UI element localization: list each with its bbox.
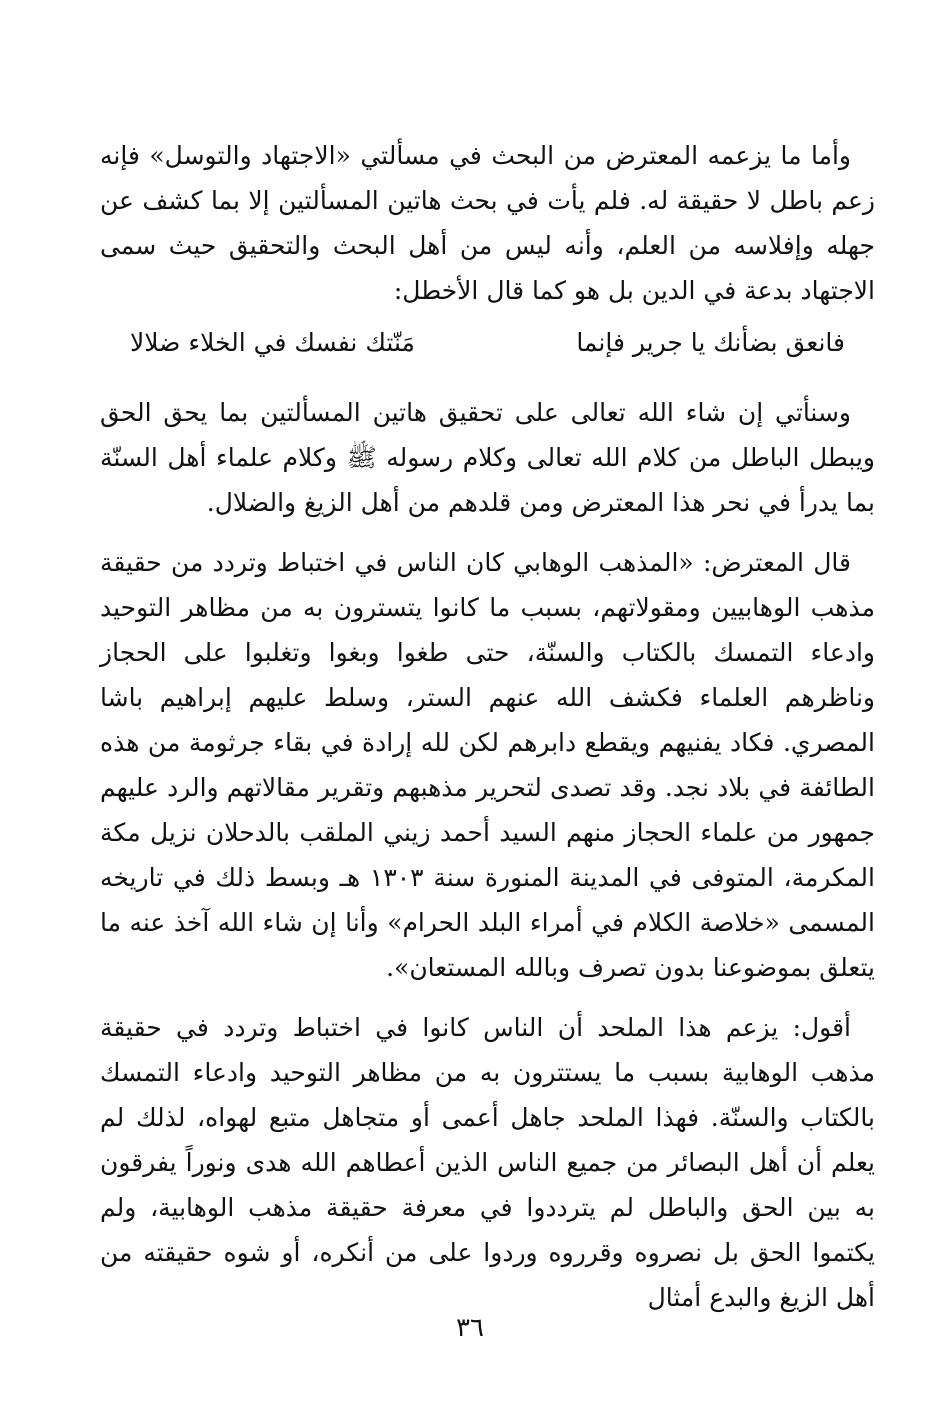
verse-first-hemistich: فانعق بضأنك يا جرير فإنما xyxy=(576,328,845,357)
paragraph-1 xyxy=(100,133,875,313)
paragraph-text: وأما ما يزعمه المعترض من البحث في مسألتي «الاجتهاد والتوسل» فإنه زعم باطل لا حقيقة له. فلم يأت في بحث هاتين المسألتين إلا بما كشف عن جهله وإفلاسه من العلم، وأنه ليس من أهل البحث والتحقيق حيث سمى الاجتهاد بدعة في الدين بل هو كما قال الأخطل: xyxy=(100,141,875,305)
paragraph-text: وسنأتي إن شاء الله تعالى على تحقيق هاتين المسألتين بما يحق الحق ويبطل الباطل من كلام الله تعالى وكلام رسوله ﷺ وكلام علماء أهل السنّة بما يدرأ في نحر هذا المعترض ومن قلدهم من أهل الزيغ والضلال. xyxy=(100,398,875,517)
paragraph-2 xyxy=(100,390,875,525)
verse-second-hemistich: مَنّتك نفسك في الخلاء ضلالا xyxy=(130,328,415,357)
paragraph-4 xyxy=(100,1005,875,1320)
page-number: ٣٦ xyxy=(456,1313,484,1343)
poetry-verse xyxy=(130,320,845,365)
quoted-paragraph xyxy=(100,540,875,990)
paragraph-text: أقول: يزعم هذا الملحد أن الناس كانوا في اختباط وتردد في حقيقة مذهب الوهابية بسبب ما يستترون به من مظاهر التوحيد وادعاء التمسك بالكتاب والسنّة. فهذا الملحد جاهل أعمى أو متجاهل متبع لهواه، لذلك لم يعلم أن أهل البصائر من جميع الناس الذين أعطاهم الله هدى ونوراً يفرقون به بين الحق والباطل لم يترددوا في معرفة حقيقة مذهب الوهابية، ولم يكتموا الحق بل نصروه وقرروه وردوا على من أنكره، أو شوه حقيقته من أهل الزيغ والبدع أمثال xyxy=(100,1013,875,1312)
paragraph-text: قال المعترض: «المذهب الوهابي كان الناس في اختباط وتردد من حقيقة مذهب الوهابيين ومقولاتهم، بسبب ما كانوا يتسترون به من مظاهر التوحيد وادعاء التمسك بالكتاب والسنّة، حتى طغوا وبغوا وتغلبوا على الحجاز وناظرهم العلماء فكشف الله عنهم الستر، وسلط عليهم إبراهيم باشا المصري. فكاد يفنيهم ويقطع دابرهم لكن لله إرادة في بقاء جرثومة من هذه الطائفة في بلاد نجد. وقد تصدى لتحرير مذهبهم وتقرير مقالاتهم والرد عليهم جمهور من علماء الحجاز منهم السيد أحمد زيني الملقب بالدحلان نزيل مكة المكرمة، المتوفى في المدينة المنورة سنة ١٣٠٣ هـ وبسط ذلك في تاريخه المسمى «خلاصة الكلام في أمراء البلد الحرام» وأنا إن شاء الله آخذ عنه ما يتعلق بموضوعنا بدون تصرف وبالله المستعان». xyxy=(100,548,875,982)
